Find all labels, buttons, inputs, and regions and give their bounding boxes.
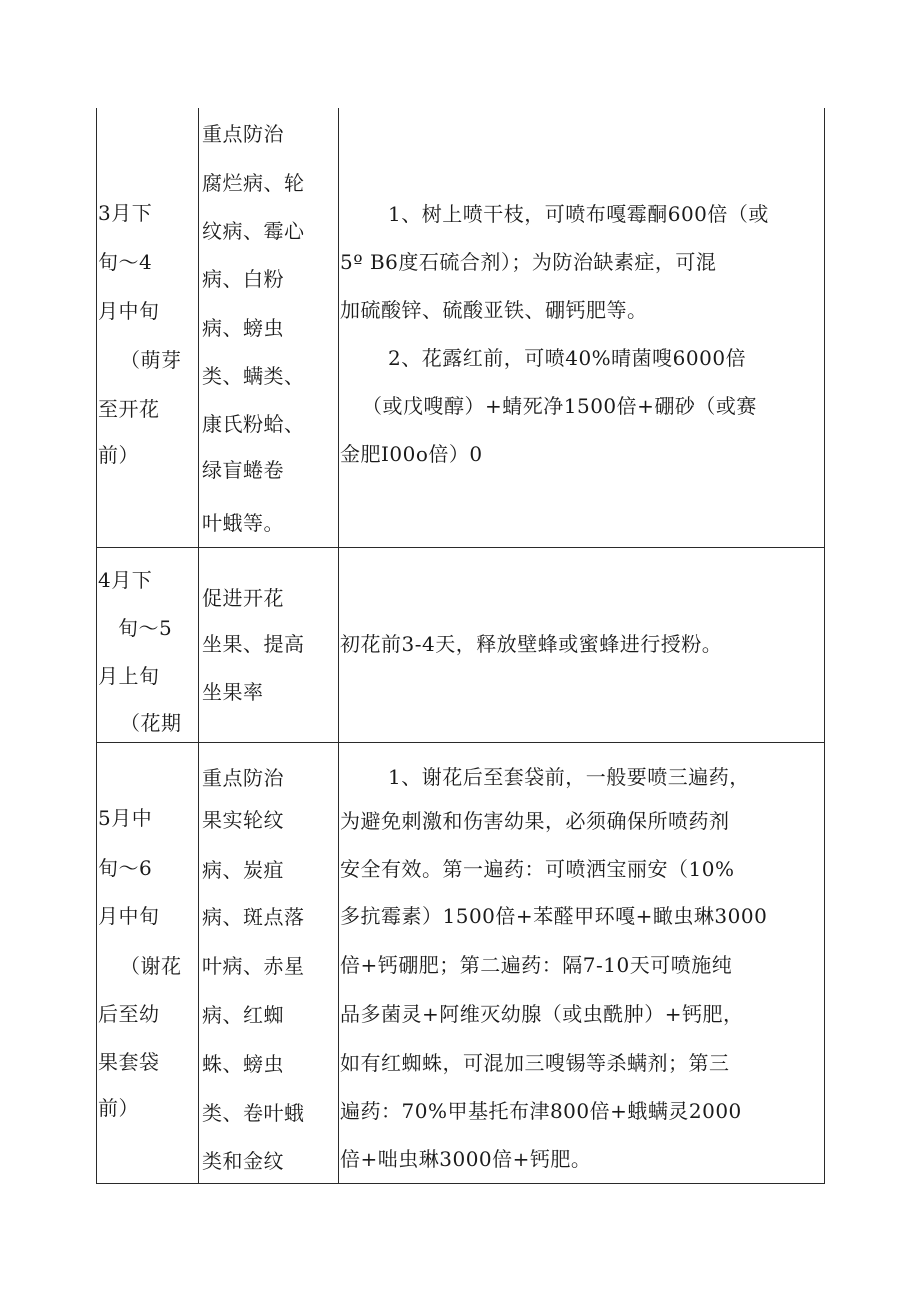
target-line: 类和金纹 xyxy=(202,1149,284,1173)
target-line: 病、螃虫 xyxy=(202,316,284,340)
measure-line: 如有红蜘蛛，可混加三嗖锡等杀螨剂；第三 xyxy=(340,1051,730,1075)
border-right xyxy=(824,108,825,1184)
period-line: 至开花 xyxy=(98,397,160,421)
schedule-table xyxy=(96,108,825,1184)
measure-line: （或戊嗖醇）+蜻死净1500倍+硼砂（或赛 xyxy=(362,394,757,418)
measure-line: 1、树上喷干枝，可喷布嘎霉酮600倍（或 xyxy=(388,202,769,226)
period-line: 4月下 xyxy=(98,568,153,592)
target-line: 重点防治 xyxy=(202,766,284,790)
period-line: 月上旬 xyxy=(98,664,160,688)
border-row2 xyxy=(96,742,825,743)
period-line: 前） xyxy=(98,1096,139,1120)
period-line: 3月下 xyxy=(98,201,153,225)
period-line: 果套袋 xyxy=(98,1050,160,1074)
target-line: 促进开花 xyxy=(202,586,284,610)
period-line: 5月中 xyxy=(98,806,153,830)
period-line: 旬～6 xyxy=(98,856,153,880)
measure-line: 倍+咄虫琳3000倍+钙肥。 xyxy=(340,1147,592,1171)
border-bottom xyxy=(96,1183,825,1184)
target-line: 病、红蜘 xyxy=(202,1003,284,1027)
period-line: 后至幼 xyxy=(98,1002,160,1026)
target-line: 类、卷叶蛾 xyxy=(202,1101,305,1125)
target-line: 类、螨类、 xyxy=(202,364,305,388)
target-line: 病、炭疽 xyxy=(202,858,284,882)
target-line: 绿盲蜷卷 xyxy=(202,458,284,482)
border-left xyxy=(96,108,97,1184)
measure-line: 初花前3-4天，释放壁蜂或蜜蜂进行授粉。 xyxy=(340,632,723,656)
measure-line: 加硫酸锌、硫酸亚铁、硼钙肥等。 xyxy=(340,298,648,322)
border-row1 xyxy=(96,547,825,548)
target-line: 病、斑点落 xyxy=(202,905,305,929)
target-line: 腐烂病、轮 xyxy=(202,171,305,195)
target-line: 叶病、赤星 xyxy=(202,954,305,978)
target-line: 康氏粉蛤、 xyxy=(202,412,305,436)
period-line: （花期 xyxy=(120,711,182,735)
measure-line: 2、花露红前，可喷40%晴菌嗖6000倍 xyxy=(388,346,747,370)
period-line: （谢花 xyxy=(120,954,182,978)
measure-line: 品多菌灵+阿维灭幼腺（或虫酰肿）+钙肥， xyxy=(340,1002,744,1026)
period-line: 旬～5 xyxy=(118,616,173,640)
measure-line: 5º B6度石硫合剂）；为防治缺素症，可混 xyxy=(340,250,717,274)
period-line: 月中旬 xyxy=(98,904,160,928)
measure-line: 多抗霉素）1500倍+苯醛甲环嘎+瞰虫琳3000 xyxy=(340,904,768,928)
measure-line: 为避免刺激和伤害幼果，必须确保所喷药剂 xyxy=(340,809,730,833)
target-line: 病、白粉 xyxy=(202,267,284,291)
measure-line: 金肥I00o倍）0 xyxy=(340,442,483,466)
target-line: 坐果率 xyxy=(202,680,264,704)
target-line: 坐果、提高 xyxy=(202,632,305,656)
period-line: 前） xyxy=(98,443,139,467)
target-line: 蛛、螃虫 xyxy=(202,1052,284,1076)
measure-line: 1、谢花后至套袋前，一般要喷三遍药， xyxy=(388,765,750,789)
target-line: 重点防治 xyxy=(202,122,284,146)
target-line: 果实轮纹 xyxy=(202,808,284,832)
target-line: 纹病、霉心 xyxy=(202,219,305,243)
border-col1 xyxy=(198,108,199,1184)
measure-line: 安全有效。第一遍药：可喷洒宝丽安（10% xyxy=(340,857,735,881)
period-line: 旬～4 xyxy=(98,250,153,274)
border-col2 xyxy=(338,108,339,1184)
measure-line: 倍+钙硼肥；第二遍药：隔7-10天可喷施纯 xyxy=(340,953,733,977)
period-line: （萌芽 xyxy=(120,348,182,372)
period-line: 月中旬 xyxy=(98,299,160,323)
target-line: 叶蛾等。 xyxy=(202,511,284,535)
measure-line: 遍药：70%甲基托布津800倍+蛾螨灵2000 xyxy=(340,1099,742,1123)
